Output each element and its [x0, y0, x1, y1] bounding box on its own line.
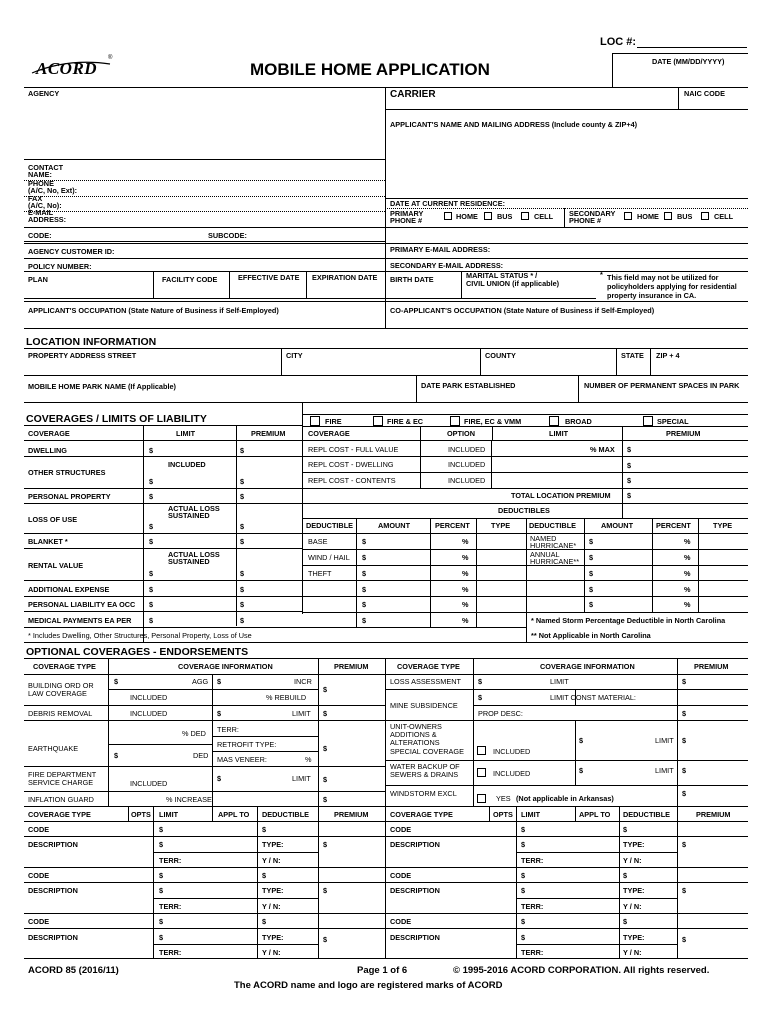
page-title: MOBILE HOME APPLICATION: [250, 60, 490, 79]
loc-label: LOC #:: [600, 36, 637, 48]
logo-text: ACORD: [36, 59, 98, 78]
policy-number-label: POLICY NUMBER:: [28, 262, 92, 271]
trademark-note: The ACORD name and logo are registered marks of ACORD: [234, 980, 503, 991]
registered-icon: ®: [108, 55, 113, 61]
form-number: ACORD 85 (2016/11): [28, 965, 119, 976]
primary-email-label: PRIMARY E-MAIL ADDRESS:: [390, 245, 491, 254]
primary-cell-checkbox[interactable]: [521, 212, 529, 220]
acord-logo: [28, 56, 114, 78]
unit-owners-checkbox[interactable]: [477, 746, 486, 755]
windstorm-yes-checkbox[interactable]: [477, 794, 486, 803]
agency-customer-label: AGENCY CUSTOMER ID:: [28, 247, 115, 256]
co-occupation-label: CO-APPLICANT'S OCCUPATION (State Nature of Business if Self-Employed): [390, 306, 655, 315]
page-number: Page 1 of 6: [357, 965, 408, 976]
date-label: DATE (MM/DD/YYYY): [652, 57, 725, 66]
form-fire-checkbox[interactable]: [310, 416, 320, 426]
form-broad-checkbox[interactable]: [549, 416, 559, 426]
applicant-label: APPLICANT'S NAME AND MAILING ADDRESS (Include county & ZIP+4): [390, 120, 638, 129]
code-label: CODE:: [28, 231, 52, 240]
occupation-label: APPLICANT'S OCCUPATION (State Nature of Business if Self-Employed): [28, 306, 279, 315]
naic-label: NAIC CODE: [684, 89, 725, 98]
copyright: © 1995-2016 ACORD CORPORATION. All rights reserved.: [453, 965, 710, 976]
subcode-label: SUBCODE:: [208, 231, 247, 240]
agency-label: AGENCY: [28, 89, 60, 98]
carrier-label: CARRIER: [390, 89, 436, 100]
secondary-cell-checkbox[interactable]: [701, 212, 709, 220]
form-fire-ec-checkbox[interactable]: [373, 416, 383, 426]
secondary-email-label: SECONDARY E-MAIL ADDRESS:: [390, 261, 504, 270]
form-fire-ec-vmm-checkbox[interactable]: [450, 416, 460, 426]
secondary-home-checkbox[interactable]: [624, 212, 632, 220]
date-residence-label: DATE AT CURRENT RESIDENCE:: [390, 199, 505, 208]
location-heading: LOCATION INFORMATION: [26, 336, 157, 348]
primary-home-checkbox[interactable]: [444, 212, 452, 220]
water-backup-checkbox[interactable]: [477, 768, 486, 777]
loc-field[interactable]: [637, 47, 747, 48]
optional-heading: OPTIONAL COVERAGES - ENDORSEMENTS: [26, 646, 249, 658]
form-special-checkbox[interactable]: [643, 416, 653, 426]
primary-bus-checkbox[interactable]: [484, 212, 492, 220]
coverages-heading: COVERAGES / LIMITS OF LIABILITY: [26, 413, 207, 425]
secondary-bus-checkbox[interactable]: [664, 212, 672, 220]
